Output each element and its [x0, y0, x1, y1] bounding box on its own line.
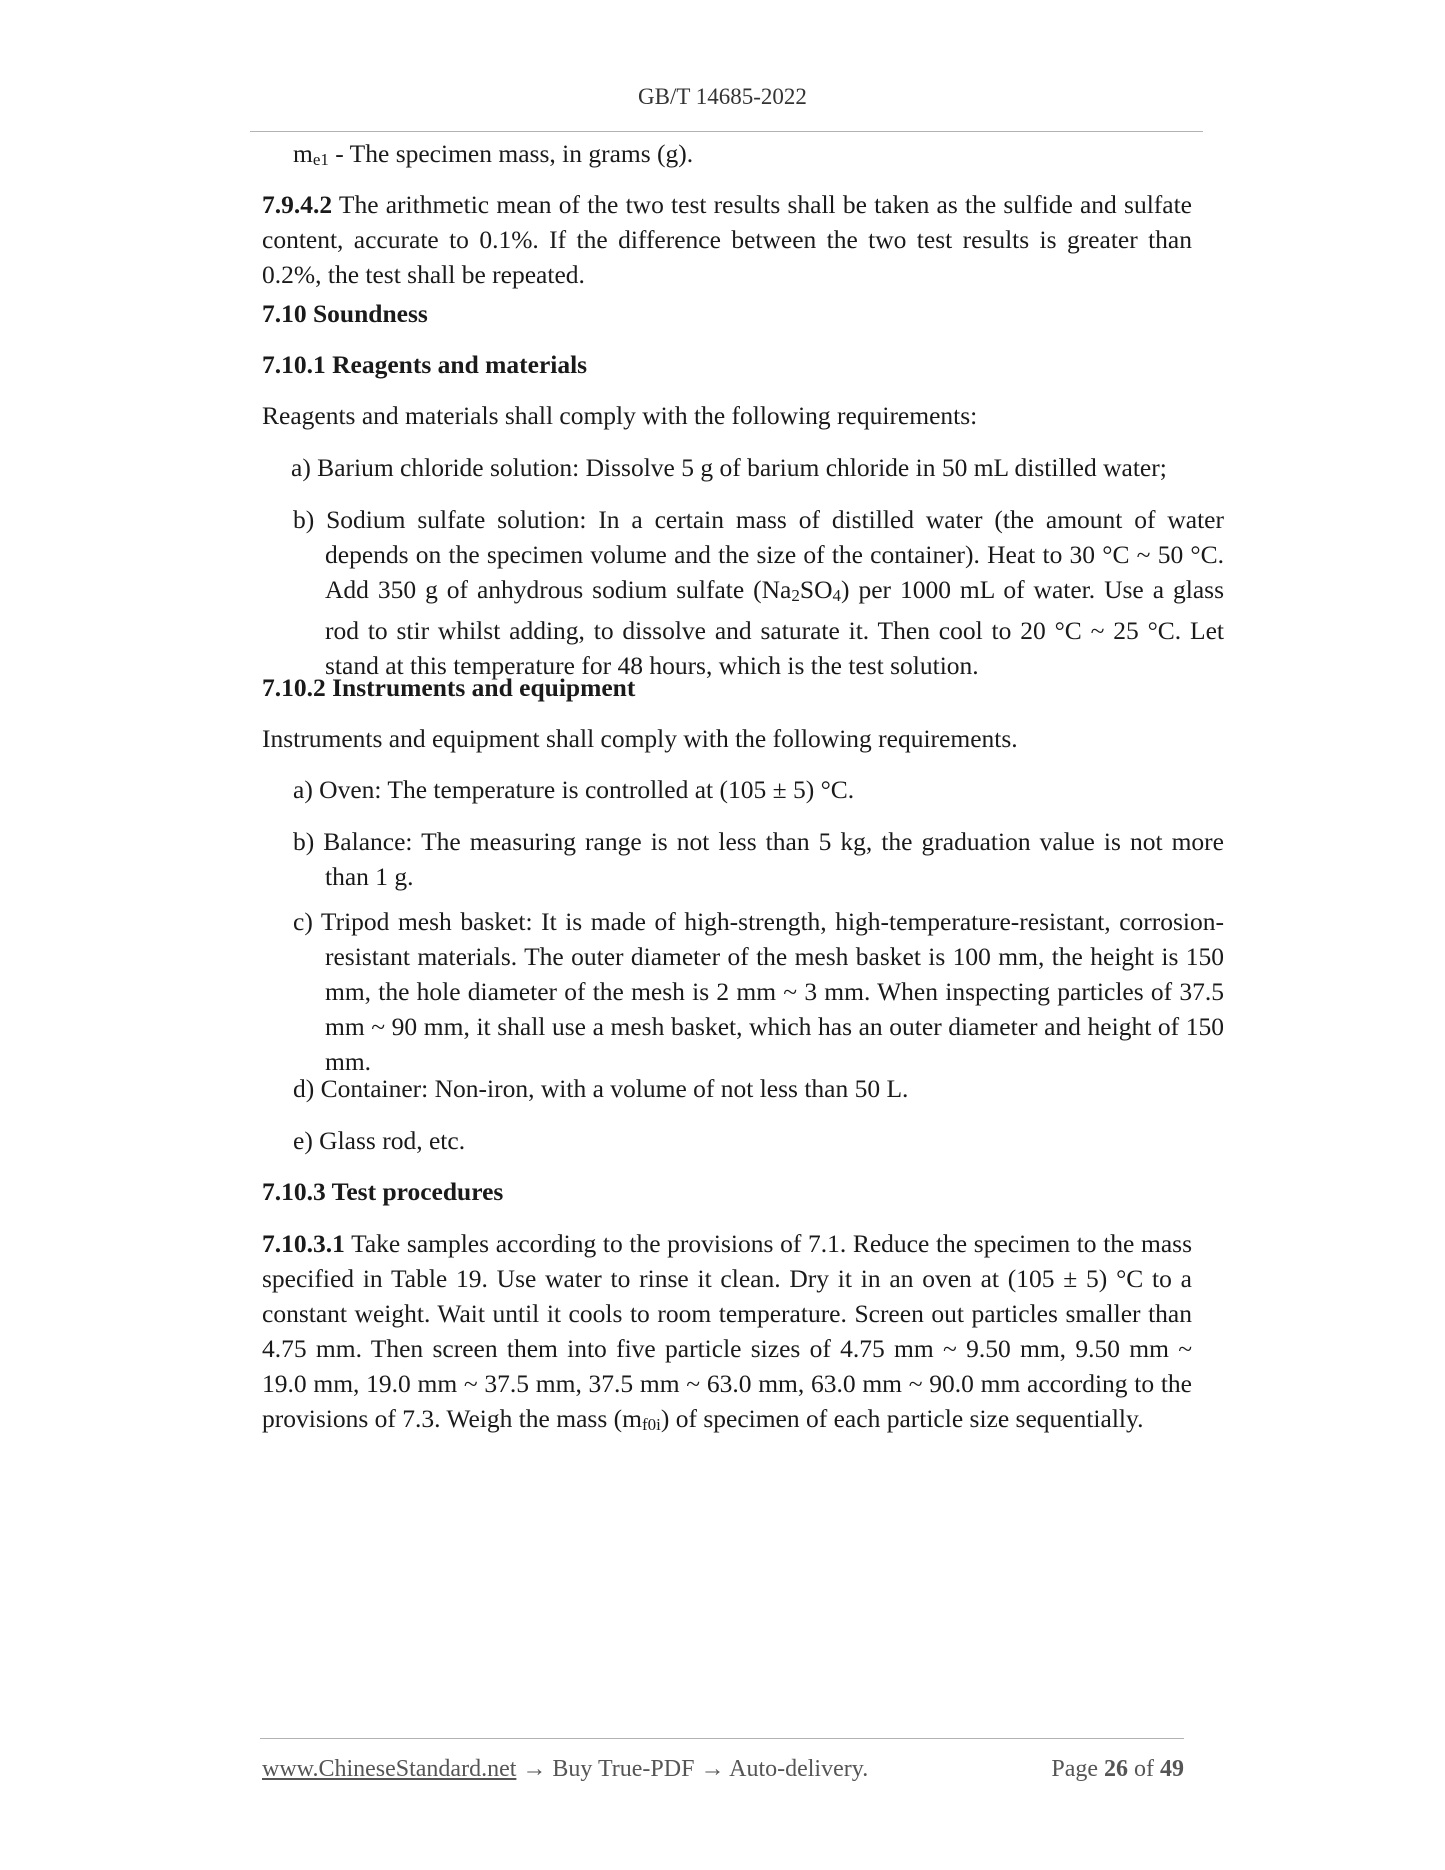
clause-text: The arithmetic mean of the two test results shall be taken as the sulfide and sulfate content, accurate to 0.1%. If the difference between the two test results is greater than 0.2%, the test shall be repeated. — [262, 190, 1192, 289]
instrument-c: c) Tripod mesh basket: It is made of high-strength, high-temperature-resistant, corrosion-resistant materials. The outer diameter of the mesh basket is 100 mm, the height is 150 mm, the hole diameter of the mesh is 2 mm ~ 3 mm. When inspecting particles of 37.5 mm ~ 90 mm, it shall use a mesh basket, which has an outer diameter and height of 150 mm. — [293, 907, 1224, 1076]
heading-7-10-2: 7.10.2 Instruments and equipment — [262, 673, 636, 702]
clause-text: ) of specimen of each particle size sequentially. — [660, 1404, 1144, 1433]
reagent-a: a) Barium chloride solution: Dissolve 5 g of barium chloride in 50 mL distilled water; — [291, 453, 1167, 482]
footer-tagline: → Buy True-PDF → Auto-delivery. — [516, 1756, 869, 1782]
mass-subscript: e1 — [312, 150, 329, 169]
mass-symbol: m — [293, 139, 313, 168]
instruments-intro: Instruments and equipment shall comply with the following requirements. — [262, 724, 1018, 753]
reagents-intro: Reagents and materials shall comply with the following requirements: — [262, 401, 978, 430]
clause-number: 7.9.4.2 — [262, 190, 333, 219]
instrument-e: e) Glass rod, etc. — [293, 1126, 466, 1155]
reagent-b-text: ) per 1000 mL of water. Use a glass rod to stir whilst adding, to dissolve and saturate it. Then cool to 20 °C ~ 25 °C. Let stand at this temperature for 48 hours, which is the test solution. — [325, 575, 1224, 680]
clause-7-10-3-1 — [262, 1226, 1192, 1442]
page-header: GB/T 14685-2022 — [638, 84, 807, 109]
instrument-a: a) Oven: The temperature is controlled at (105 ± 5) °C. — [293, 775, 855, 804]
page-footer — [262, 1756, 1184, 1783]
page-indicator — [1051, 1756, 1184, 1783]
page-number: 26 — [1104, 1756, 1128, 1782]
reagent-b-text: SO — [799, 575, 833, 604]
heading-7-10: 7.10 Soundness — [262, 299, 428, 328]
instrument-b: b) Balance: The measuring range is not less than 5 kg, the graduation value is not more than 1 g. — [293, 827, 1224, 891]
website-link[interactable]: www.ChineseStandard.net — [262, 1756, 517, 1782]
reagent-b — [293, 502, 1224, 683]
clause-text: Take samples according to the provisions of 7.1. Reduce the specimen to the mass specified in Table 19. Use water to rinse it clean. Dry it in an oven at (105 ± 5) °C to a constant weight. Wait until it cools to room temperature. Screen out particles smaller than 4.75 mm. Then screen them into five particle sizes of 4.75 mm ~ 9.50 mm, 9.50 mm ~ 19.0 mm, 19.0 mm ~ 37.5 mm, 37.5 mm ~ 63.0 mm, 63.0 mm ~ 90.0 mm according to the provisions of 7.3. Weigh the mass (m — [262, 1229, 1192, 1433]
reagent-b-text: b) Sodium sulfate solution: In a certain mass of distilled water (the amount of water depends on the specimen volume and the size of the container). Heat to 30 °C ~ 50 °C. Add 350 g of anhydrous sodium sulfate (Na — [293, 505, 1224, 604]
of-label: of — [1134, 1756, 1154, 1782]
footer-rule — [260, 1738, 1184, 1739]
header-rule — [250, 131, 1203, 132]
clause-7-9-4-2 — [262, 187, 1192, 292]
mass-definition — [293, 136, 1223, 177]
subscript: f0i — [641, 1415, 661, 1434]
subscript: 2 — [791, 586, 800, 605]
heading-7-10-3: 7.10.3 Test procedures — [262, 1177, 504, 1206]
mass-definition-text: - The specimen mass, in grams (g). — [328, 139, 694, 168]
clause-number: 7.10.3.1 — [262, 1229, 345, 1258]
page-label: Page — [1051, 1756, 1098, 1782]
page-total: 49 — [1160, 1756, 1184, 1782]
heading-7-10-1: 7.10.1 Reagents and materials — [262, 350, 588, 379]
instrument-d: d) Container: Non-iron, with a volume of not less than 50 L. — [293, 1074, 909, 1103]
subscript: 4 — [832, 586, 841, 605]
